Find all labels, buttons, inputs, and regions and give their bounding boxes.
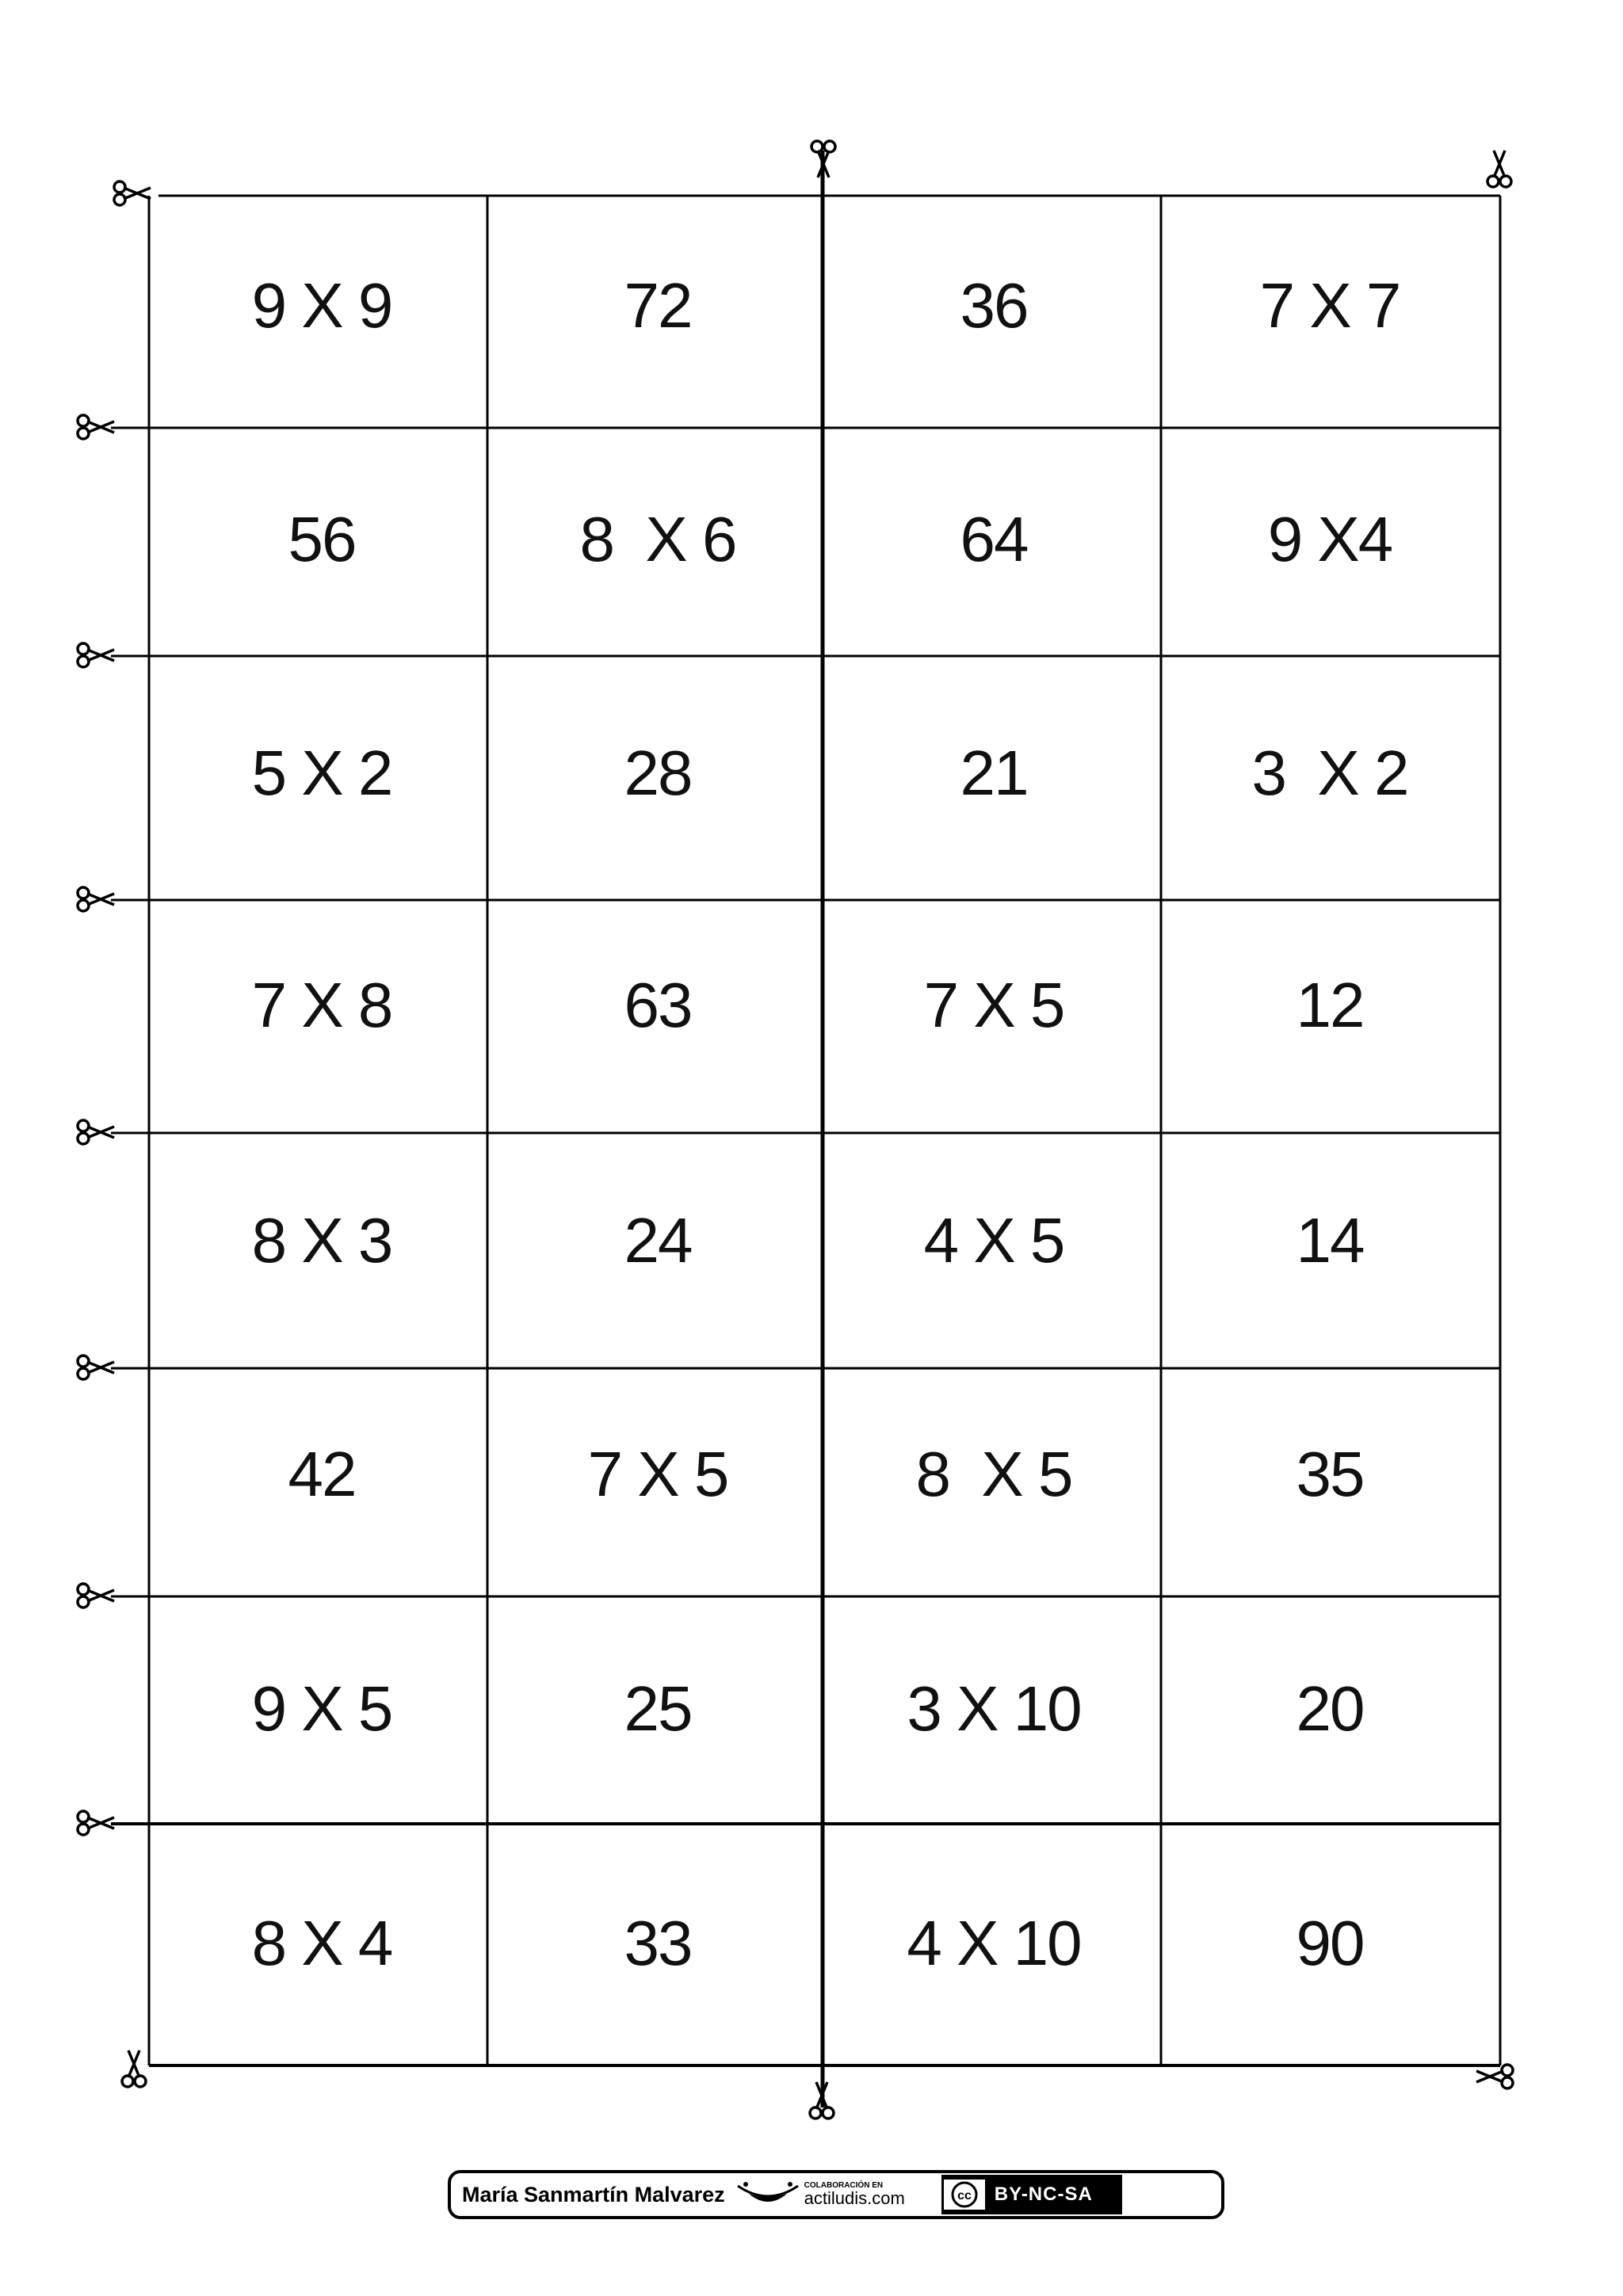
card-cell: 24 (624, 1205, 692, 1276)
collaboration-credit (804, 2182, 905, 2207)
card-cell: 72 (624, 270, 692, 341)
card-cell: 5 X 2 (251, 738, 392, 808)
actiludis-logo-icon (735, 2176, 801, 2213)
card-grid (252, 270, 1408, 1978)
collaboration-site: actiludis.com (804, 2188, 905, 2208)
card-cell: 4 X 5 (923, 1205, 1064, 1276)
card-cell: 7 X 5 (923, 970, 1064, 1040)
card-cell: 7 X 7 (1259, 270, 1400, 341)
card-cell: 42 (288, 1439, 356, 1509)
cc-symbol: cc (957, 2189, 972, 2203)
card-cell: 3 X 10 (907, 1673, 1081, 1744)
scissors-icon (1487, 151, 1511, 187)
card-cell: 63 (624, 970, 692, 1040)
cut-lines (111, 151, 1500, 2107)
card-cell: 14 (1296, 1205, 1364, 1276)
card-cell: 56 (288, 504, 356, 574)
card-cell: 33 (624, 1908, 692, 1978)
card-cell: 8 X 6 (579, 504, 736, 574)
credits-footer (448, 2170, 1224, 2219)
card-cell: 8 X 5 (915, 1439, 1072, 1509)
author-name: María Sanmartín Malvarez (462, 2182, 725, 2206)
card-cell: 90 (1296, 1908, 1364, 1978)
card-cell: 3 X 2 (1251, 738, 1408, 808)
card-cell: 20 (1296, 1673, 1364, 1744)
card-cell: 64 (960, 504, 1028, 574)
scissors-icon (78, 1811, 114, 1835)
card-cell: 7 X 5 (587, 1439, 728, 1509)
card-cell: 9 X 9 (251, 270, 392, 341)
scissors-icon (78, 1356, 114, 1379)
scissors-icon (78, 887, 114, 911)
license-badge (941, 2175, 1122, 2214)
scissors-icon (78, 1120, 114, 1144)
scissors-icon (1476, 2065, 1513, 2088)
card-cell: 9 X4 (1267, 504, 1392, 574)
scissors-icon (78, 643, 114, 667)
card-cell: 9 X 5 (251, 1673, 392, 1744)
card-cell: 25 (624, 1673, 692, 1744)
card-cell: 35 (1296, 1439, 1364, 1509)
card-cell: 21 (960, 738, 1028, 808)
collaboration-label: COLABORACIÓN EN (804, 2181, 884, 2190)
scissors-icon (114, 181, 151, 205)
card-cell: 7 X 8 (251, 970, 392, 1040)
card-cell: 12 (1296, 970, 1364, 1040)
card-cell: 8 X 4 (251, 1908, 392, 1978)
scissors-markers (78, 141, 1513, 2119)
license-text: BY-NC-SA (994, 2183, 1093, 2205)
card-cell: 28 (624, 738, 692, 808)
card-cell: 4 X 10 (907, 1908, 1081, 1978)
creative-commons-icon (944, 2180, 985, 2210)
card-cell: 36 (960, 270, 1028, 341)
card-cell: 8 X 3 (251, 1205, 392, 1276)
scissors-icon (78, 1584, 114, 1608)
scissors-icon (122, 2050, 146, 2087)
scissors-icon (78, 415, 114, 439)
